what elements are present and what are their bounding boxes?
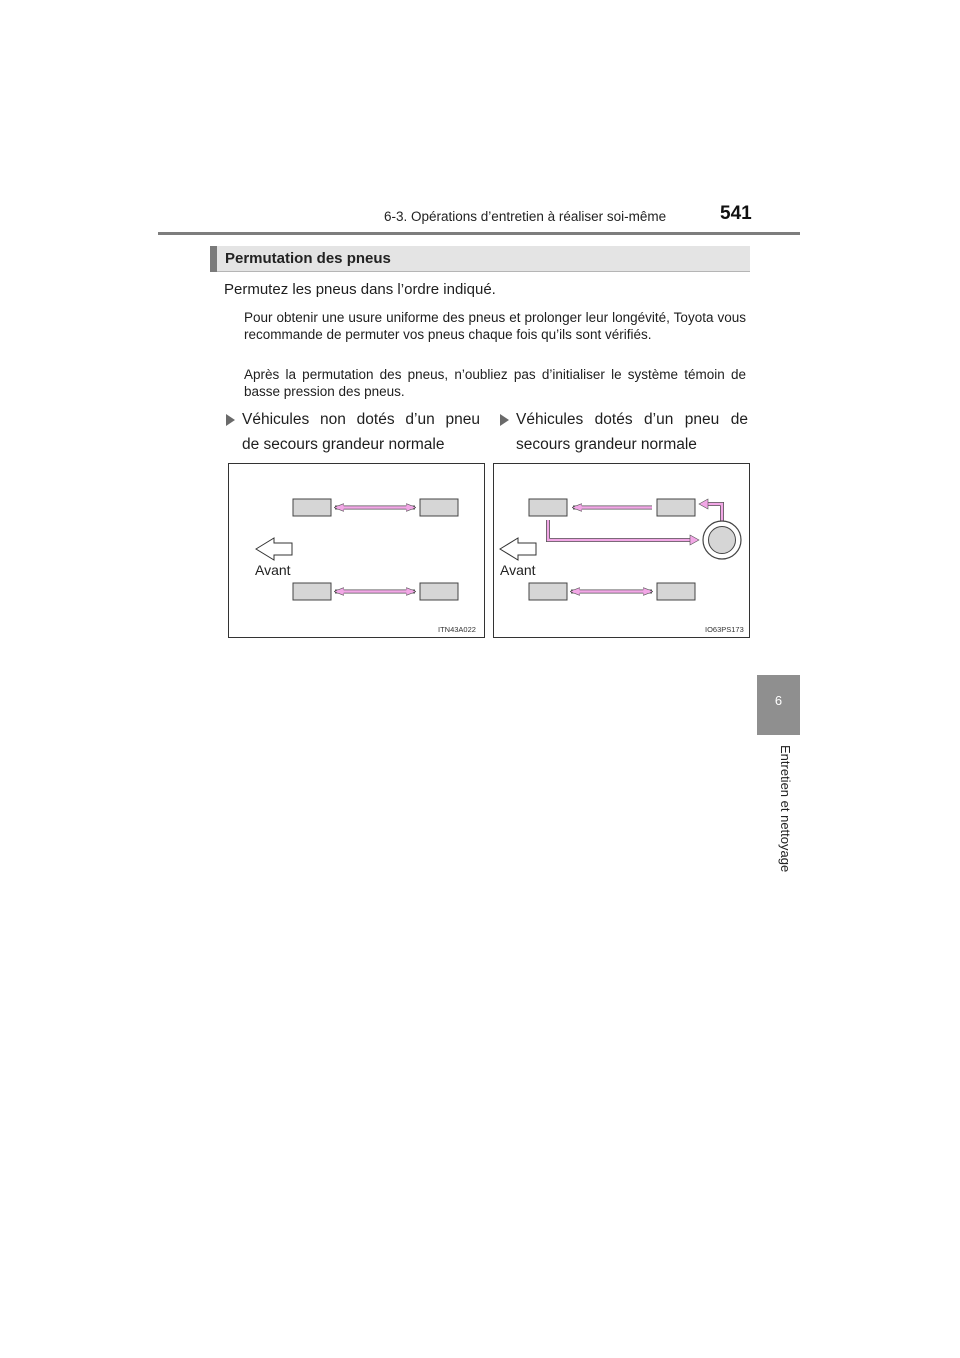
front-label: Avant [255,562,291,578]
front-direction-arrow-icon [500,538,536,560]
arrowhead-icon [699,499,708,509]
front-direction-arrow-icon [256,538,292,560]
spare-tire-inner [709,527,736,554]
rotation-diagram-full-spare [493,463,750,638]
vehicle-type-label-no-spare [226,407,480,457]
rotation-diagram-graphic [229,464,484,637]
chapter-tab [757,675,800,735]
header-divider [158,232,800,235]
tire-front-left [293,499,331,516]
move-arrow-front-to-spare [548,520,690,540]
note-paragraph: Après la permutation des pneus, n’oubliez pas d’initialiser le système témoin de basse pression des pneus. [244,367,746,399]
vehicle-label-line: de secours grandeur normale [242,436,445,453]
chapter-label: Entretien et nettoyage [778,745,793,873]
section-title: Permutation des pneus [225,250,391,267]
tire-rear-right [420,583,458,600]
rotation-diagram-no-spare [228,463,485,638]
rotation-diagram-graphic [494,464,749,637]
bullet-triangle-icon [226,414,235,426]
move-arrow-front-to-spare-fill [548,520,690,540]
bullet-triangle-icon [500,414,509,426]
tire-rear-left [657,499,695,516]
tire-front-right [293,583,331,600]
figure-code: IO63PS173 [705,625,744,634]
tire-rear-left [420,499,458,516]
tire-front-right [529,583,567,600]
vehicle-type-label-full-spare [500,407,748,457]
note-paragraph: Pour obtenir une usure uniforme des pneus et prolonger leur longévité, Toyota vous recommande de permuter vos pneus chaque fois qu’ils sont vérifiés. [244,310,746,342]
tire-rear-right [657,583,695,600]
arrowhead-icon [690,535,699,545]
section-heading-accent [210,246,217,272]
running-header-title: 6-3. Opérations d’entretien à réaliser soi-même [384,209,667,224]
page-number: 541 [720,203,752,224]
vehicle-label-line: secours grandeur normale [516,436,697,453]
figure-code: ITN43A022 [438,625,476,634]
section-intro: Permutez les pneus dans l’ordre indiqué. [224,281,496,298]
chapter-number: 6 [774,693,783,708]
vehicle-label-line: Véhicules dotés d’un pneu de [516,411,748,428]
vehicle-label-line: Véhicules non dotés d’un pneu [242,411,480,428]
section-heading-bar [210,246,750,272]
tire-front-left [529,499,567,516]
front-label: Avant [500,562,536,578]
